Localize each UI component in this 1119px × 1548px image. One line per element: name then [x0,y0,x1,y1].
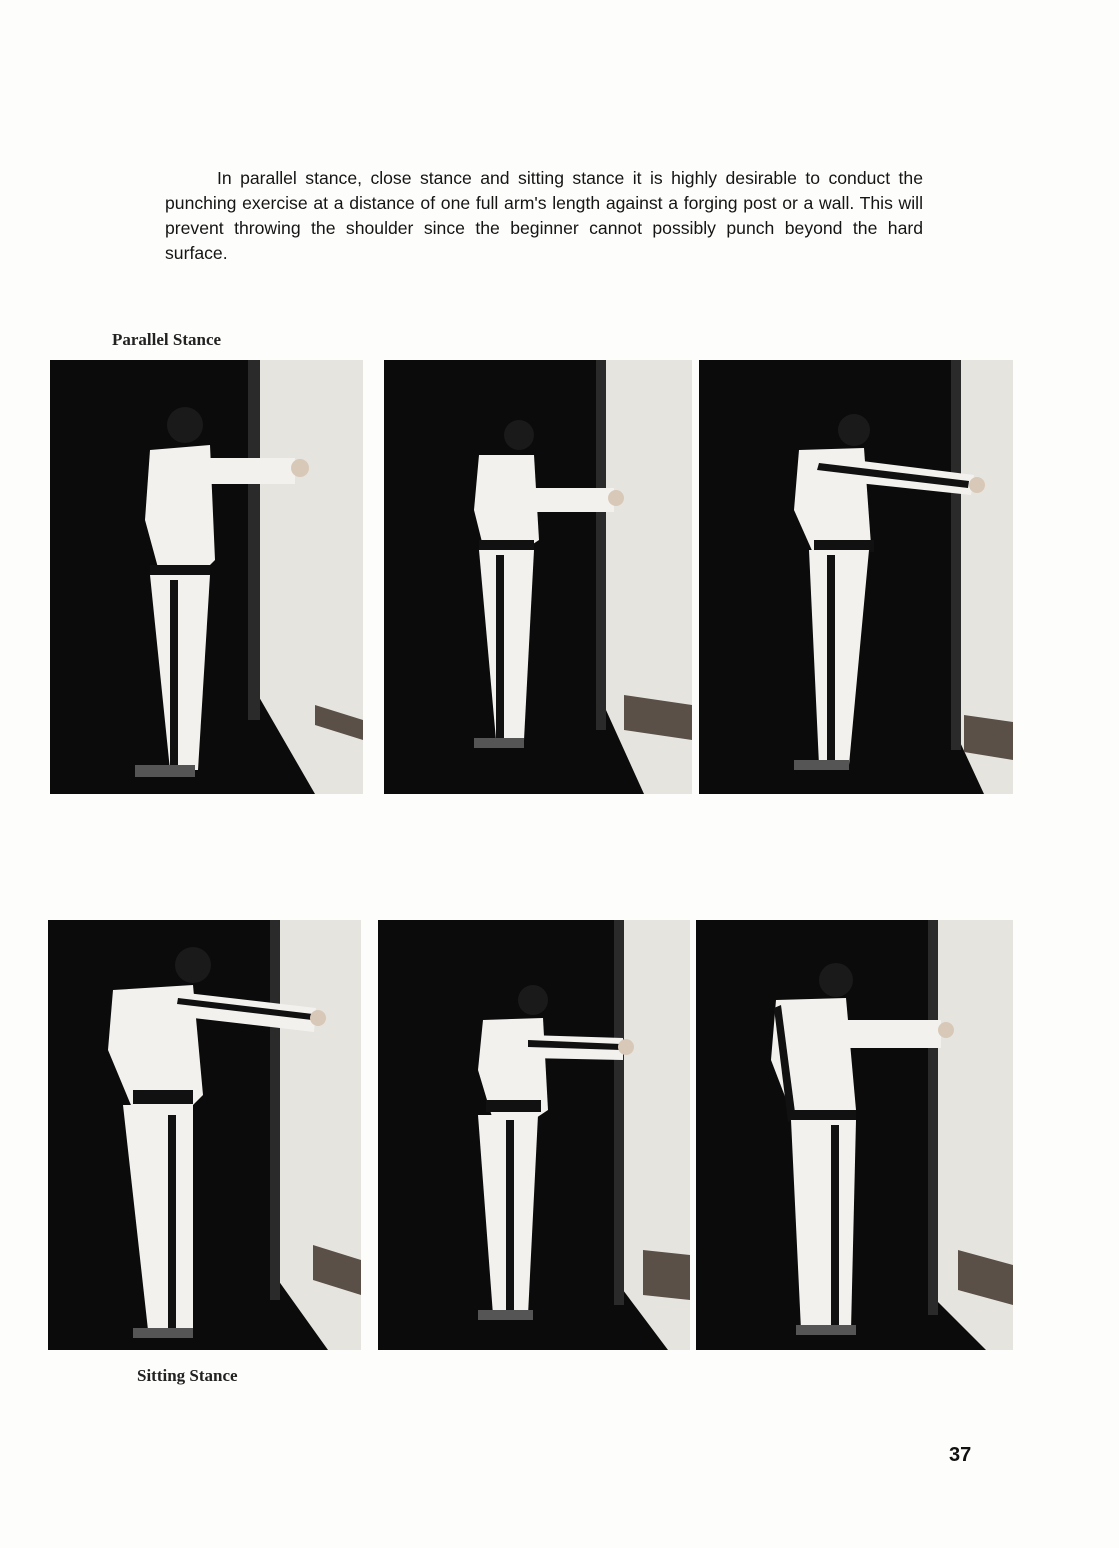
photo-figure [50,360,363,794]
photo-parallel-stance-1 [50,360,363,794]
body-paragraph: In parallel stance, close stance and sitting stance it is highly desirable to conduct the punching exercise at a distance of one full arm's length against a forging post or a wall. This will prevent throwing the shoulder since the beginner cannot possibly punch beyond the hard surface. [165,168,923,263]
caption-parallel-stance: Parallel Stance [112,330,222,349]
photo-figure [699,360,1013,794]
photo-sitting-stance-3 [696,920,1013,1350]
photo-parallel-stance-3 [699,360,1013,794]
caption-sitting-stance: Sitting Stance [137,1366,238,1385]
photo-sitting-stance-1 [48,920,361,1350]
photo-figure [384,360,692,794]
page-number: 37 [949,1444,972,1466]
photo-figure [696,920,1013,1350]
photo-figure [378,920,690,1350]
photo-parallel-stance-2 [384,360,692,794]
photo-sitting-stance-2 [378,920,690,1350]
photo-figure [48,920,361,1350]
